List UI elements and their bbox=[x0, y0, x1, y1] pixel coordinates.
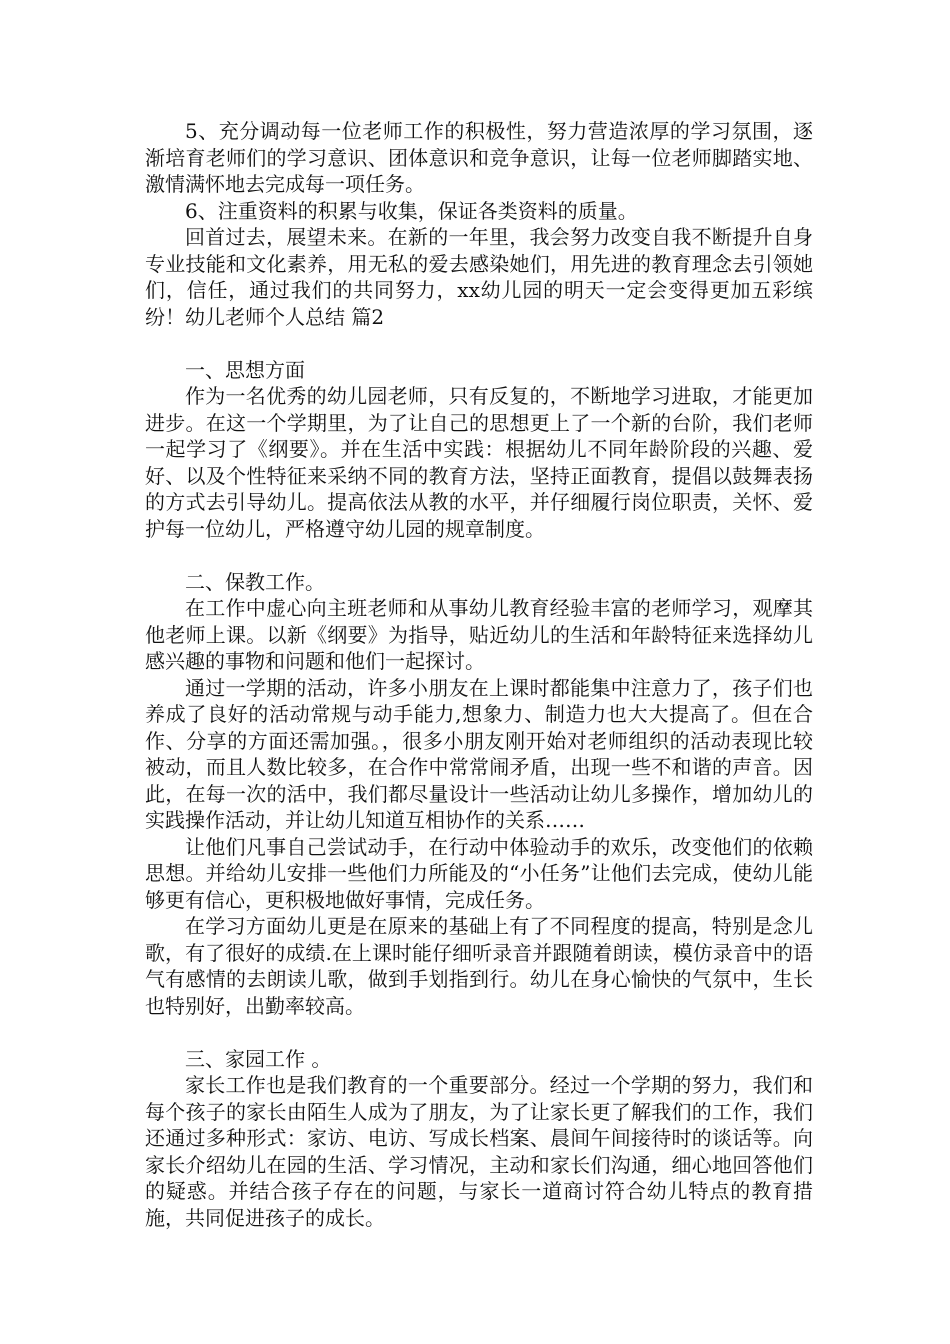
document-body bbox=[145, 118, 813, 1231]
paragraph-care-3: 让他们凡事自己尝试动手，在行动中体验动手的欢乐，改变他们的依赖思想。并给幼儿安排一些他们力所能及的“小任务”让他们去完成，使幼儿能够更有信心，更积极地做好事情，完成任务。 bbox=[145, 834, 813, 912]
paragraph-item-5: 5、充分调动每一位老师工作的积极性，努力营造浓厚的学习氛围，逐渐培育老师们的学习意识、团体意识和竞争意识，让每一位老师脚踏实地、激情满怀地去完成每一项任务。 bbox=[145, 119, 813, 196]
paragraph-spacer bbox=[145, 1019, 813, 1046]
section-heading-thought: 一、思想方面 bbox=[185, 357, 305, 382]
paragraph-conclusion: 回首过去，展望未来。在新的一年里，我会努力改变自我不断提升自身专业技能和文化素养，用无私的爱去感染她们，用先进的教育理念去引领她们，信任，通过我们的共同努力，xx幼儿园的明天一定会变得更加五彩缤纷！幼儿老师个人总结 篇2 bbox=[145, 225, 813, 329]
section-heading-care: 二、保教工作。 bbox=[185, 569, 325, 594]
paragraph-care-1: 在工作中虚心向主班老师和从事幼儿教育经验丰富的老师学习，观摩其他老师上课。以新《纲要》为指导，贴近幼儿的生活和年龄特征来选择幼儿感兴趣的事物和问题和他们一起探讨。 bbox=[145, 596, 813, 673]
section-heading-family: 三、家园工作 。 bbox=[185, 1046, 332, 1071]
paragraph-care-4: 在学习方面幼儿更是在原来的基础上有了不同程度的提高，特别是念儿歌，有了很好的成绩.在上课时能仔细听录音并跟随着朗读，模仿录音中的语气有感情的去朗读儿歌，做到手划指到行。幼儿在身心愉快的气氛中，生长也特别好，出勤率较高。 bbox=[145, 914, 813, 1018]
paragraph-family: 家长工作也是我们教育的一个重要部分。经过一个学期的努力，我们和每个孩子的家长由陌生人成为了朋友，为了让家长更了解我们的工作，我们还通过多种形式：家访、电访、写成长档案、晨间午间接待时的谈话等。向家长介绍幼儿在园的生活、学习情况，主动和家长们沟通，细心地回答他们的疑惑。并结合孩子存在的问题，与家长一道商讨符合幼儿特点的教育措施，共同促进孩子的成长。 bbox=[145, 1073, 813, 1230]
paragraph-spacer bbox=[145, 330, 813, 357]
paragraph-spacer bbox=[145, 542, 813, 569]
paragraph-item-6: 6、注重资料的积累与收集，保证各类资料的质量。 bbox=[185, 198, 638, 223]
paragraph-thought: 作为一名优秀的幼儿园老师，只有反复的，不断地学习进取，才能更加进步。在这一个学期里，为了让自己的思想更上了一个新的台阶，我们老师一起学习了《纲要》。并在生活中实践：根据幼儿不同年龄阶段的兴趣、爱好、以及个性特征来采纳不同的教育方法，坚持正面教育，提倡以鼓舞表扬的方式去引导幼儿。提高依法从教的水平，并仔细履行岗位职责，关怀、爱护每一位幼儿，严格遵守幼儿园的规章制度。 bbox=[145, 384, 813, 541]
paragraph-care-2: 通过一学期的活动，许多小朋友在上课时都能集中注意力了，孩子们也养成了良好的活动常规与动手能力,想象力、制造力也大大提高了。但在合作、分享的方面还需加强。，很多小朋友刚开始对老师组织的活动表现比较被动，而且人数比较多，在合作中常常闹矛盾，出现一些不和谐的声音。因此，在每一次的活中，我们都尽量设计一些活动让幼儿多操作，增加幼儿的实践操作活动，并让幼儿知道互相协作的关系…… bbox=[145, 675, 813, 832]
